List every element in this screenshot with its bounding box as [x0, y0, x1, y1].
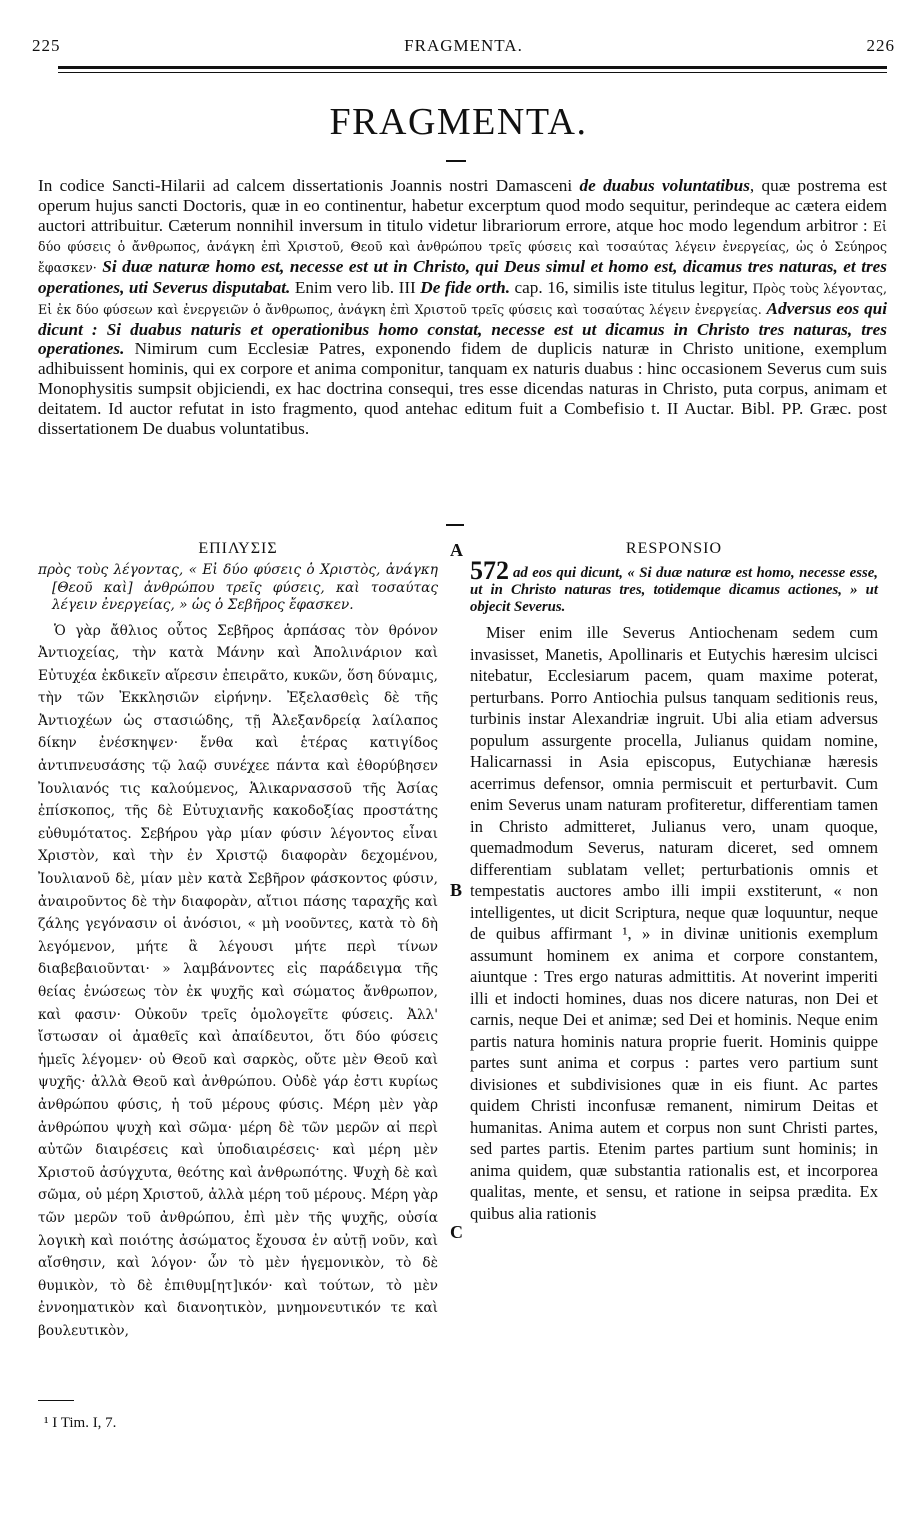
latin-column — [470, 556, 878, 1224]
header-rule-thin — [58, 72, 887, 73]
running-header — [32, 36, 895, 58]
right-column-heading: RESPONSIO — [625, 540, 723, 557]
intro-greek-1: Εἰ δύο φύσεις ὁ ἄνθρωπος, ἀνάγκη ἐπὶ Χριστοῦ, Θεοῦ καὶ ἀνθρώπου τρεῖς φύσεις καὶ τοσαύτας λέγειν ἐνεργείας, ὡς ὁ Σεύηρος ἔφασκεν· — [38, 218, 887, 276]
margin-letter-c: C — [450, 1222, 463, 1242]
greek-lemma: πρὸς τοὺς λέγοντας, « Εἰ δύο φύσεις ὁ Χριστὸς, ἀνάγκη [Θεοῦ καὶ] ἀνθρώπου τρεῖς φύσεις, καὶ τοσαύτας λέγειν ἐνεργείας, » ὡς ὁ Σεβῆρος ἔφασκεν. — [38, 562, 438, 613]
intro-text-4: cap. 16, similis iste titulus legitur, — [510, 277, 753, 297]
intro-em-2: De fide orth. — [420, 277, 511, 297]
running-title: FRAGMENTA. — [404, 36, 523, 55]
column-number: 572 — [470, 556, 509, 585]
footnote: ¹ I Tim. I, 7. — [44, 1415, 117, 1431]
page-number-right: 226 — [866, 36, 895, 55]
intro-text-5: Nimirum cum Ecclesiæ Patres, exponendo fidem de duplicis naturæ in Christo unitione, exemplum adhibuissent hominis, qui ex corpore et anima componitur, tanquam ex naturis duabus : hinc occasionem Severus cum suis Monophysitis sumpsit objiciendi, ex hac doctrina consequi, tres esse dicendas naturas in Christo, puta corpus, animam et deitatem. Id auctor refutat in isto fragmento, quod antehac editum fuit a Combefisio t. II Auctar. Bibl. PP. Græc. post dissertationem De duabus voluntatibus. — [38, 339, 887, 438]
intro-greek-2: Πρὸς τοὺς λέγοντας, Εἰ ἐκ δύο φύσεων καὶ ἐνεργειῶν ὁ ἄνθρωπος, ἀνάγκη ἐπὶ Χριστοῦ τρεῖς φύσεις καὶ τοσαύτας λέγειν ἐνεργείας. — [38, 280, 887, 317]
intro-text-1: In codice Sancti-Hilarii ad calcem dissertationis Joannis nostri Damasceni — [38, 176, 580, 195]
left-column-heading: ΕΠΙΛΥΣΙΣ — [198, 540, 278, 557]
intro-em-1: de duabus voluntatibus — [579, 176, 750, 195]
header-rule — [58, 66, 887, 69]
greek-column — [38, 562, 438, 1343]
intro-latin-1: Si duæ naturæ homo est, necesse est ut in Christo, qui Deus simul et homo est, dicamus tres naturas, et tres operationes, uti Severus disputabat. — [38, 257, 887, 297]
page-number-left: 225 — [32, 36, 61, 55]
section-dash — [446, 524, 464, 526]
margin-letter-b: B — [450, 880, 463, 900]
intro-text-2: , quæ postrema est operum hujus sancti Doctoris, quæ in eo continentur, habetur excerptum quod modo sequitur, perindeque ac cætera eidem auctori attribuitur. Cæterum nonnihil inversum in titulo videtur librariorum errore, atque hoc modo legendum arbitror : — [38, 176, 887, 235]
margin-letter-a: A — [450, 540, 463, 560]
latin-lemma-text: ad eos qui dicunt, « Si duæ naturæ est homo, necesse esse, ut in Christo naturas tres, totidemque dicamus actiones, » ut objecit Severus. — [470, 565, 878, 615]
intro-paragraph — [38, 176, 887, 438]
intro-text-3: Enim vero lib. III — [290, 277, 421, 297]
intro-latin-2: Adversus eos qui dicunt : Si duabus naturis et operationibus homo constat, necesse est ut dicamus in Christo tres naturas, tres operationes. — [38, 298, 888, 359]
latin-lemma — [470, 556, 878, 616]
footnote-rule — [38, 1400, 74, 1401]
title-dash — [446, 160, 466, 162]
page-title: FRAGMENTA. — [329, 101, 588, 143]
greek-body: Ὁ γὰρ ἄθλιος οὗτος Σεβῆρος ἁρπάσας τὸν θρόνον Ἀντιοχείας, τὴν κατὰ Μάνην καὶ Ἀπολινάριον καὶ Εὐτυχέα ἐκδικεῖν αἵρεσιν ἐπειρᾶτο, κυκῶν, ὅση δύναμις, τὴν τῶν Ἐκκλησιῶν εἰρήνην. Ἐξελασθεὶς δὲ τῆς Ἀντιοχέων ὡς στασιώδης, τῇ Ἀλεξανδρείᾳ λαίλαπος δίκην ἐνέσκηψεν· ἔνθα καὶ ἑτέρας κατιγίδος ἀντιπνευσάσης τῷ λαῷ συνέχεε πάντα καὶ ἐθορύβησεν Ἰουλιανός τις καλούμενος, Ἁλικαρνασσοῦ τῆς Ἀσίας ἐπίσκοπος, τῆς δὲ Εὐτυχιανῆς κακοδοξίας προστάτης εὐθυμότατος. Σεβήρου γὰρ μίαν φύσιν λέγοντος εἶναι Χριστὸν, καὶ τὴν ἐν Χριστῷ διαφορὰν δεχομένου, Ἰουλιανοῦ δὲ, μίαν μὲν κατὰ Σεβῆρον φάσκοντος φύσιν, ἀναιροῦντος δὲ τὴν διαφορὰν, αἴτιοι πάσης ταραχῆς καὶ ζάλης γεγόνασιν οἱ ἀνόσιοι, « μὴ νοοῦντες, κατὰ τὸ δὴ λεγόμενον, μήτε ἃ λέγουσι μήτε περὶ τίνων διαβεβαιοῦνται· » λαμβάνοντες εἰς παράδειγμα τῆς θείας ἑνώσεως τὸν ἐκ ψυχῆς καὶ σώματος ἄνθρωπον, καὶ φασιν· Οὐκοῦν τρεῖς ὁμολογεῖτε φύσεις. Ἀλλ' ἴστωσαν οἱ ἀμαθεῖς καὶ ἀπαίδευτοι, ὅτι δύο φύσεις ἡμεῖς λέγομεν· οὐ Θεοῦ καὶ σαρκὸς, οὔτε μὲν Θεοῦ καὶ ψυχῆς· ἀλλὰ Θεοῦ καὶ ἀνθρώπου. Οὐδὲ γάρ ἐστι κυρίως ἀνθρώπου φύσις, ἡ τοῦ μέρους φύσις. Μέρη μὲν γὰρ ἀνθρώπου ψυχὴ καὶ σῶμα· μέρη δὲ τῶν μερῶν αἱ περὶ αὐτῶν διαιρέσεις καὶ ὑποδιαιρέσεις· καὶ μέρη μὲν Χριστοῦ ἀσύγχυτα, θεότης καὶ ἀνθρωπότης. Ψυχὴ δὲ καὶ σῶμα, οὐ μέρη Χριστοῦ, ἀλλὰ μέρη τοῦ μέρους. Μέρη γὰρ τῶν μερῶν τοῦ ἀνθρώπου, ἐπὶ μὲν τῆς ψυχῆς, οὐσία λογικὴ καὶ ποιότης ἀσώματος ἔχουσα ἐν αὐτῇ νοῦν, καὶ αἴσθησιν, καὶ λόγον· ὧν τὸ μὲν ἡγεμονικὸν, τὸ δὲ θυμικὸν, τὸ δὲ ἐπιθυμ[ητ]ικόν· καὶ τούτων, τὸ μὲν ἐννοηματικὸν καὶ διανοητικὸν, μνημονευτικόν τε καὶ βουλευτικὸν, — [38, 622, 438, 1339]
latin-body: Miser enim ille Severus Antiochenam sedem cum invasisset, Manetis, Apollinaris et Eutychis hæresim ulcisci nitebatur, Ecclesiarum pacem, quam maxime poterat, perturbans. Porro Antiochia pulsus tanquam seditionis reus, turbinis instar Alexandriæ ingruit. Ubi alia etiam adversus populum assurgente procella, Julianus quidam nomine, Halicarnassi in Asia episcopus, Eutychianæ hæresis acerrimus defensor, omnia permiscuit et perturbavit. Cum enim Severus unam naturam profiteretur, differentiam tamen in Christo admitteret, Julianus vero, unam quoque, quemadmodum Severus, naturam diceret, sed omnem differentiam sublatam vellet; perturbationis omnis et tempestatis auctores ambo illi impii exstiterunt, « non intelligentes, ut dicit Scriptura, neque quæ loquuntur, neque de quibus affirmant ¹, » in divinæ unitionis exemplum assumunt hominem ex anima et corpore constantem, aiuntque : Tres ergo naturas admittitis. At noverint imperiti illi et indocti homines, duas nos dicere naturas, non Dei et carnis, neque Dei et animæ; sed Dei et hominis. Neque enim partis natura hominis natura proprie fuerit. Hominis quippe partes sunt anima et corpus : partes vero partium sunt divisiones et subdivisiones quæ in eis fiunt. Ac partes quidem Christi inconfusæ remanent, nimirum Deitas et humanitas. Anima autem et corpus non sunt Christi partes, sed partes partis. Etenim partes partium sunt hominis; in anima quidem, quæ substantia rationalis est, et incorporea qualitas, mente, et sensu, et ratione in seipsa prædita. Ex quibus alia rationis — [470, 623, 878, 1223]
